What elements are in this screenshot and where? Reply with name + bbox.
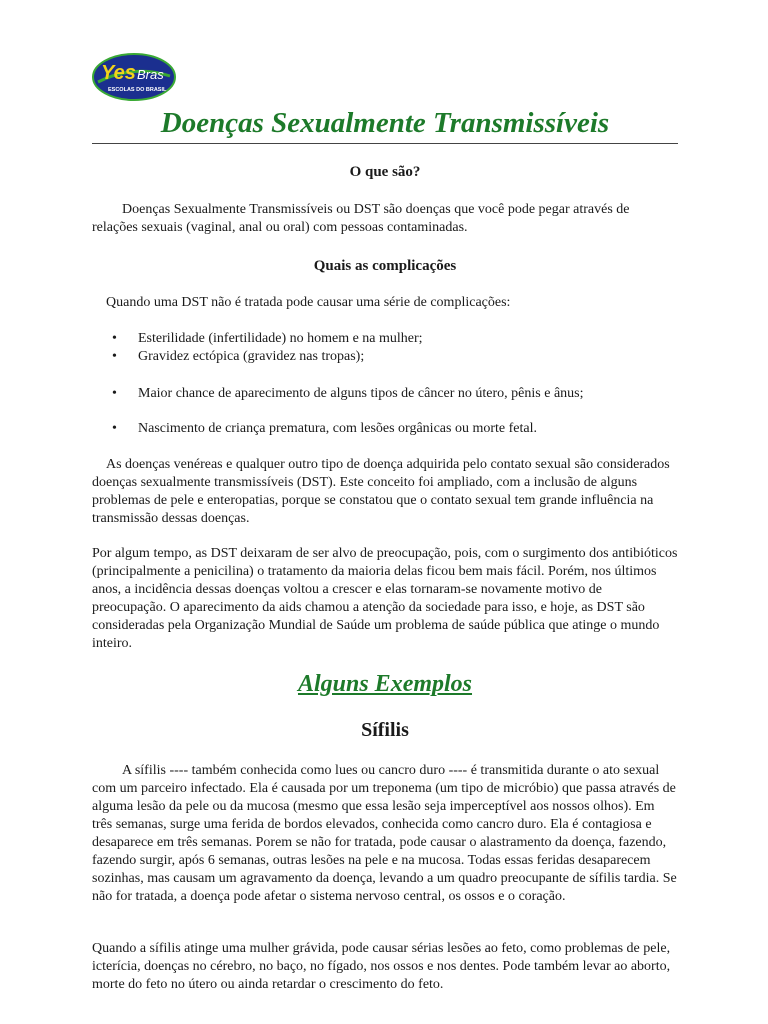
heading-alguns-exemplos: Alguns Exemplos bbox=[297, 671, 473, 697]
paragraph-dst-historia: Por algum tempo, as DST deixaram de ser alvo de preocupação, pois, com o surgimento dos antibióticos (principalmente a penicilina) o tratamento da maioria delas ficou bem mais fácil. Porém, nos últimos anos, a incidência dessas doenças voltou a crescer e elas tornaram-se novamente motivo de preocupação. O aparecimento da aids chamou a atenção da sociedade para isso, e hoje, as DST são consideradas pela Organização Mundial de Saúde um problema de saúde pública que atinge o mundo inteiro. bbox=[92, 546, 678, 651]
bullet-icon: • bbox=[112, 349, 117, 364]
heading-complicacoes: Quais as complicações bbox=[313, 258, 457, 274]
bullet-icon: • bbox=[112, 331, 117, 346]
yesbras-logo bbox=[92, 52, 176, 102]
title-divider bbox=[92, 143, 678, 144]
paragraph-sifilis-descricao: A sífilis ---- também conhecida como lues ou cancro duro ---- é transmitida durante o ato sexual com um parceiro infectado. Ela é causada por um treponema (um tipo de micróbio) que passa através de alguma lesão da pele ou da mucosa (mesmo que essa lesão seja imperceptível aos nossos olhos). Em três semanas, surge uma ferida de bordos elevados, conhecida como cancro duro. Ela é contagiosa e desaparece em três semanas. Porem se não for tratada, pode causar o alastramento da doença, fazendo, fazendo surgir, após 6 semanas, outras lesões na pele e na mucosa. Todas essas feridas desaparecem sozinhas, mas causam um agravamento da doença, levando a um quadro preocupante de sífilis tardia. Se não for tratada, a doença pode afetar o sistema nervoso central, os ossos e o coração. bbox=[92, 763, 677, 904]
paragraph-complicacoes-intro: Quando uma DST não é tratada pode causar uma série de complicações: bbox=[106, 295, 511, 310]
bullet-icon: • bbox=[112, 421, 117, 436]
paragraph-definition: Doenças Sexualmente Transmissíveis ou DST são doenças que você pode pegar através de relações sexuais (vaginal, anal ou oral) com pessoas contaminadas. bbox=[92, 202, 630, 235]
paragraph-sifilis-gravidez: Quando a sífilis atinge uma mulher grávida, pode causar sérias lesões ao feto, como problemas de pele, icterícia, doenças no cérebro, no baço, no fígado, nos ossos e nos dentes. Pode também levar ao aborto, morte do feto no útero ou ainda retardar o crescimento do feto. bbox=[92, 941, 671, 992]
document-page: Yes Bras ESCOLAS DO BRASIL Doenças Sexualmente Transmissíveis O que são? Doenças Sexualmente Transmissíveis ou DST são doenças que você pode pegar através de relações sexuais (vaginal, anal ou oral) com pessoas contaminadas. Quais as complicações Quando uma DST não é tratada pode causar uma série de complicações: • Esterilidade (infertilidade) no homem e na mulher; • Gravidez ectópica (gravidez nas tropas); • Maior chance de aparecimento de alguns tipos de câncer no útero, pênis e ânus; • Nascimento de criança prematura, com lesões orgânicas ou morte fetal. As doenças venéreas e qualquer outro tipo de doença adquirida pelo contato sexual são considerados doenças sexualmente transmissíveis (DST). Este conceito foi ampliado, com a inclusão de alguns problemas de pele e enteropatias, porque se constatou que o contato sexual tem grande influência na transmissão dessas doenças. Por algum tempo, as DST deixaram de ser alvo de preocupação, pois, com o surgimento dos antibióticos (principalmente a penicilina) o tratamento da maioria delas ficou bem mais fácil. Porém, nos últimos anos, a incidência dessas doenças voltou a crescer e elas tornaram-se novamente motivo de preocupação. O aparecimento da aids chamou a atenção da sociedade para isso, e hoje, as DST são consideradas pela Organização Mundial de Saúde um problema de saúde pública que atinge o mundo inteiro. Alguns Exemplos Sífilis A sífilis ---- também conhecida como lues ou cancro duro ---- é transmitida durante o ato sexual com um parceiro infectado. Ela é causada por um treponema (um tipo de micróbio) que passa através de alguma lesão da pele ou da mucosa (mesmo que essa lesão seja imperceptível aos nossos olhos). Em três semanas, surge uma ferida de bordos elevados, conhecida como cancro duro. Ela é contagiosa e desaparece em três semanas. Porem se não for tratada, pode causar o alastramento da doença, fazendo, fazendo surgir, após 6 semanas, outras lesões na pele e na mucosa. Todas essas feridas desaparecem sozinhas, mas causam um agravamento da doença, levando a um quadro preocupante de sífilis tardia. Se não for tratada, a doença pode afetar o sistema nervoso central, os ossos e o coração. Quando a sífilis atinge uma mulher grávida, pode causar sérias lesões ao feto, como problemas de pele, icterícia, doenças no cérebro, no baço, no fígado, nos ossos e nos dentes. Pode também levar ao aborto, morte do feto no útero ou ainda retardar o crescimento do feto. bbox=[0, 0, 768, 1024]
heading-sifilis: Sífilis bbox=[361, 719, 409, 741]
bullet-icon: • bbox=[112, 386, 117, 401]
page-title: Doenças Sexualmente Transmissíveis bbox=[160, 107, 610, 139]
heading-o-que-sao: O que são? bbox=[349, 164, 421, 180]
svg-text:ESCOLAS DO BRASIL: ESCOLAS DO BRASIL bbox=[108, 87, 167, 93]
svg-text:Yes: Yes bbox=[101, 62, 136, 84]
svg-text:Bras: Bras bbox=[137, 67, 164, 82]
paragraph-dst-conceito: As doenças venéreas e qualquer outro tipo de doença adquirida pelo contato sexual são considerados doenças sexualmente transmissíveis (DST). Este conceito foi ampliado, com a inclusão de alguns problemas de pele e enteropatias, porque se constatou que o contato sexual tem grande influência na transmissão dessas doenças. bbox=[92, 457, 670, 526]
